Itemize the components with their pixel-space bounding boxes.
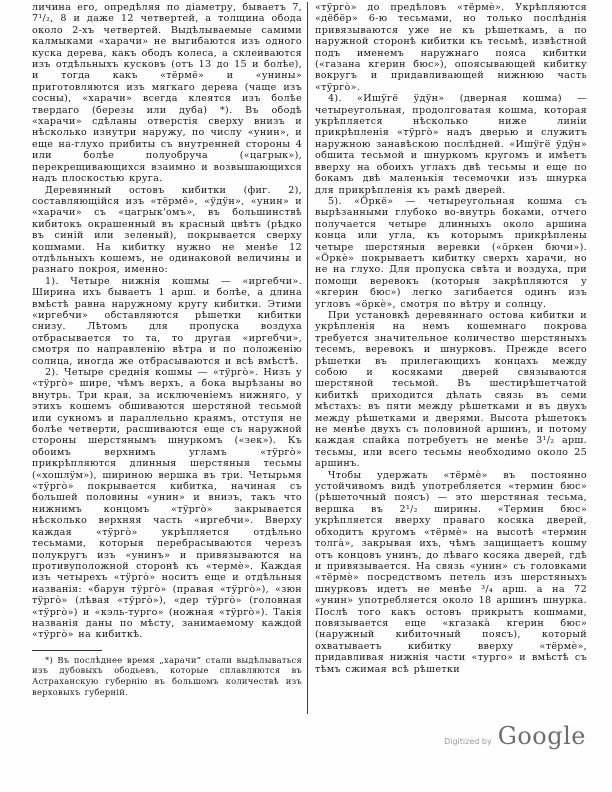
paragraph: 4). «Ишӱгё ӱдӱн» (дверная кошма) — четыреугольная, продолговатая кошма, которая укрѣпляется нѣсколько ниже линіи прикрѣпленія «тӱргò» надъ дверью и служитъ наружною занавѣскою послѣдней. «Ишӱгё ӱдӱн» обшита тесьмой и шнуркомъ кругомъ и имѣетъ вверху на обоихъ углахъ двѣ тесьмы и еще по бокамъ двѣ маленькія тесемочки изъ шнурка для прикрѣпленія къ рамѣ дверей. [315,93,587,196]
right-column [307,2,587,714]
footnote-rule [32,650,102,651]
google-logo: Google [497,722,586,750]
paragraph: 1). Четыре нижнія кошмы — «иргебчи». Ширина ихъ бываетъ 1 арш. и болѣе, а длина вмѣстѣ равна наружному кругу кибитки. Этими «иргебчи» обставляются рѣшетки кибитки снизу. Лѣтомъ для пропуска воздуха отбрасывается то та, то другая «иргебчи», смотря по направленію вѣтра и по положенію солнца, иногда же отбрасываются и всѣ вмѣстѣ. [32,275,302,367]
paragraph: 2). Четыре среднія кошмы — «тӱргò». Низъ у «тӱргò» шире, чѣмъ верхъ, а бока вырѣзаны во внутрь. Три края, за исключеніемъ нижняго, у этихъ кошемъ обшиваются шерстяной тесьмой или сукномъ и параллельно краямъ, отступя не болѣе четверти, расшиваются еще съ наружной стороны шерстянымъ шнуркомъ («зек»). Къ обоимъ верхнимъ угламъ «тӱргò» прикрѣпляются длинныя шерстяныя тесьмы («хошлӱм»), шириною вершка въ три. Четырьмя «тӱргò» покрывается кибитка, начиная съ большей половины «унин» и внизъ, такъ что нижнимъ концомъ «тӱргò» закрывается нѣсколько верхняя часть «иргебчи». Вверху каждая «тӱргò» укрѣпляется отдѣльно тесьмами, которыя перебрасываются черезъ полукругъ изъ «унинъ» и привязываются на противуположной сторонѣ къ «термè». Каждая изъ четырехъ «тӱргò» носитъ еще и отдѣльныя названія: «барун тӱргò» (правая «тӱргò»), «зюн тӱргò» (лѣвая «тӱргò»), «дер тӱргò» (головная «тӱргò») и «кэль-турго» (ножная «тӱргò»). Такія названія даны по мѣсту, занимаемому каждой «тӱргò» на кибиткѣ. [32,367,302,641]
paragraph: 5). «Öркё» — четыреугольная кошма съ вырѣзанными глубоко во-внутрь боками, отчего получается четыре длинныхъ около аршина конца или угла, къ которымъ прикрѣплены четыре шерстяныя веревки («öркен бючи»). «Öркè» покрываетъ кибитку сверхъ харачи, но не на глухо. Для пропуска свѣта и воздуха, при помощи веревокъ (которыя закрѣпляются у «кгерин бюс») легко загибается одинъ изъ угловъ «öркè», смотря по вѣтру и солнцу. [315,195,587,310]
google-watermark [444,722,586,750]
watermark-prefix-text: Digitized by [444,737,492,746]
left-column [32,2,307,714]
paragraph: При установкѣ деревяннаго остова кибитки и укрѣпленія на немъ кошемнаго покрова требуется значительное количество шерстяныхъ тесемъ, веревокъ и шнурковъ. Прежде всего рѣшетки въ прилегающихъ концахъ между собою и косяками дверей связываются шерстяной тесьмой. Въ шестирѣшетчатой кибиткѣ приходится дѣлать связь въ семи мѣстахъ: въ пяти между рѣшетками и въ двухъ между рѣшетками и дверями. Высота рѣшетокъ не менѣе двухъ съ половиной аршинъ, и потому каждая спайка потребуетъ не менѣе 3¹/₂ арш. тесьмы, или всего тесьмы необходимо около 25 аршинъ. [315,309,587,470]
paragraph: «тӱргò» до предѣловъ «тёрмè». Укрѣпляются «дёбёр» 6-ю тесьмами, но только послѣднія привязываются уже не къ рѣшеткамъ, а по наружной сторонѣ кибитки къ тесьмѣ, извѣстной подъ именемъ наружнаго пояса кибитки («газана кгерин бюс»), опоясывающей кибитку вокругъ и придавливающей нижнюю часть «тӱргò». [315,2,587,93]
paragraph: личина его, опредѣляя по діаметру, бываетъ 7, 7¹/₂, 8 и даже 12 четвертей, а толщина обода около 2-хъ четвертей. Выдѣлываемые самими калмыками «харачи» не выгибаются изъ одного куска дерева, какъ ободъ колеса, а склеиваются изъ отдѣльныхъ кусковъ (отъ 13 до 15 и болѣе), и тогда какъ «тёрмё» и «унины» приготовляются изъ мягкаго дерева (чаще изъ сосны), «харачи» всегда клеятся изъ болѣе твердаго (березы или дуба) *). Въ ободѣ «харачи» сдѣланы отверстія сверху внизъ и нѣсколько изнутри наружу, по числу «унин», и еще на-глухо прибиты съ внутренней стороны 4 или болѣе полуобруча («цагрык»), перекрещивающихся взаимно и возвышающихся надъ плоскостью круга. [32,2,302,185]
paragraph: Деревянный остовъ кибитки (фиг. 2), составляющійся изъ «тёрмё», «ӱдӱн», «унин» и «харачи» съ «цагрык'омъ», въ большинствѣ кибитокъ окрашенный въ красный цвѣтъ (рѣдко въ синій или зеленый), покрывается сверху кошмами. На кибитку нужно не менѣе 12 отдѣльныхъ кошемъ, не одинаковой величины и разнаго покроя, именно: [32,184,302,276]
footnote: *) Въ послѣднее время „харачи“ стали выдѣлываться изъ дубовыхъ ободьевъ, которые сплавляются въ Астраханскую губернію въ большомъ количествѣ изъ верховыхъ губерній. [32,654,302,697]
text-columns [32,2,587,714]
paragraph: Чтобы удержать «тёрмè» въ постоянно устойчивомъ видѣ употребляется «термин бюс» (рѣшеточный поясъ) — это шерстяная тесьма, вершка въ 2¹/₂ ширины. «Термин бюс» укрѣпляется вверху праваго косяка дверей, обходитъ кругомъ «тёрмè» на высотѣ «термин толгà», закрывая ихъ, чѣмъ защищаетъ кошму отъ концовъ унинъ, до лѣваго косяка дверей, гдѣ и привязывается. На связь «унин» съ головками «тёрмè» посредствомъ петель изъ шерстяныхъ шнурковъ идетъ не менѣе ³/₄ арш. а на 72 «унин» употребляется около 18 аршинъ шнурка. Послѣ того какъ остовъ прикрытъ кошмами, повязывается еще «кгазакà кгерин бюс» (наружный кибиточный поясъ), который охватываетъ кибитку вверху «тёрмè», придавливая нижнія части «турго» и вмѣстѣ съ тѣмъ сжимая всѣ рѣшетки [315,469,587,675]
